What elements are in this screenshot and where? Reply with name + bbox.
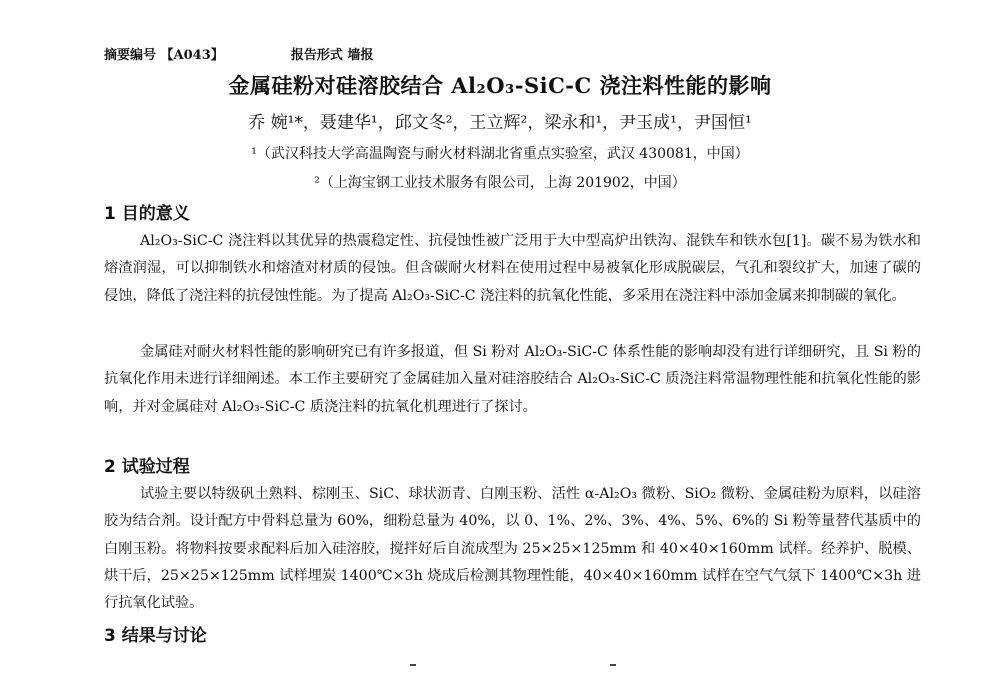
- affiliation-2: ²（上海宝钢工业技术服务有限公司，上海 201902，中国）: [314, 175, 686, 191]
- section-heading-results: 3 结果与讨论: [104, 626, 207, 646]
- abstract-number: 摘要编号 【A043】: [104, 48, 224, 63]
- meta-line: [104, 44, 373, 63]
- section-body: [104, 339, 921, 421]
- report-form: 报告形式 墙报: [290, 48, 374, 63]
- author-list: 乔 婉¹*，聂建华¹，邱文冬²，王立辉²，梁永和¹，尹玉成¹，尹国恒¹: [248, 113, 752, 133]
- scan-artifact-mark: [410, 664, 416, 666]
- section-heading-experiment: 2 试验过程: [104, 457, 190, 477]
- scan-artifact-mark: [610, 664, 616, 666]
- section-body: [104, 228, 921, 310]
- section-body: [104, 481, 921, 617]
- paragraph: 试验主要以特级矾土熟料、棕刚玉、SiC、球状沥青、白刚玉粉、活性 α-Al₂O₃ 微粉、SiO₂ 微粉、金属硅粉为原料，以硅溶胶为结合剂。设计配方中骨料总量为 60%，细粉总量为 40%，以 0、1%、2%、3%、4%、5%、6%的 Si 粉等量替代基质中的白刚玉粉。将物料按要求配料后加入硅溶胶，搅拌好后自流成型为 25×25×125mm 和 40×40×160mm 试样。经养护、脱模、烘干后，25×25×125mm 试样埋炭 1400℃×3h 烧成后检测其物理性能，40×40×160mm 试样在空气气氛下 1400℃×3h 进行抗氧化试验。: [104, 486, 921, 612]
- section-heading-purpose: 1 目的意义: [104, 204, 190, 224]
- paragraph: 金属硅对耐火材料性能的影响研究已有许多报道，但 Si 粉对 Al₂O₃-SiC-C 体系性能的影响却没有进行详细研究，且 Si 粉的抗氧化作用未进行详细阐述。本工作主要研究了金属硅加入量对硅溶胶结合 Al₂O₃-SiC-C 质浇注料常温物理性能和抗氧化性能的影响，并对金属硅对 Al₂O₃-SiC-C 质浇注料的抗氧化机理进行了探讨。: [104, 344, 921, 415]
- paper-title: 金属硅粉对硅溶胶结合 Al₂O₃-SiC-C 浇注料性能的影响: [228, 73, 772, 98]
- paragraph: Al₂O₃-SiC-C 浇注料以其优异的热震稳定性、抗侵蚀性被广泛用于大中型高炉出铁沟、混铁车和铁水包[1]。碳不易为铁水和熔渣润湿，可以抑制铁水和熔渣对材质的侵蚀。但含碳耐火材料在使用过程中易被氧化形成脱碳层，气孔和裂纹扩大，加速了碳的侵蚀，降低了浇注料的抗侵蚀性能。为了提高 Al₂O₃-SiC-C 浇注料的抗氧化性能，多采用在浇注料中添加金属来抑制碳的氧化。: [104, 233, 921, 304]
- affiliation-1: ¹（武汉科技大学高温陶瓷与耐火材料湖北省重点实验室，武汉 430081，中国）: [251, 146, 749, 162]
